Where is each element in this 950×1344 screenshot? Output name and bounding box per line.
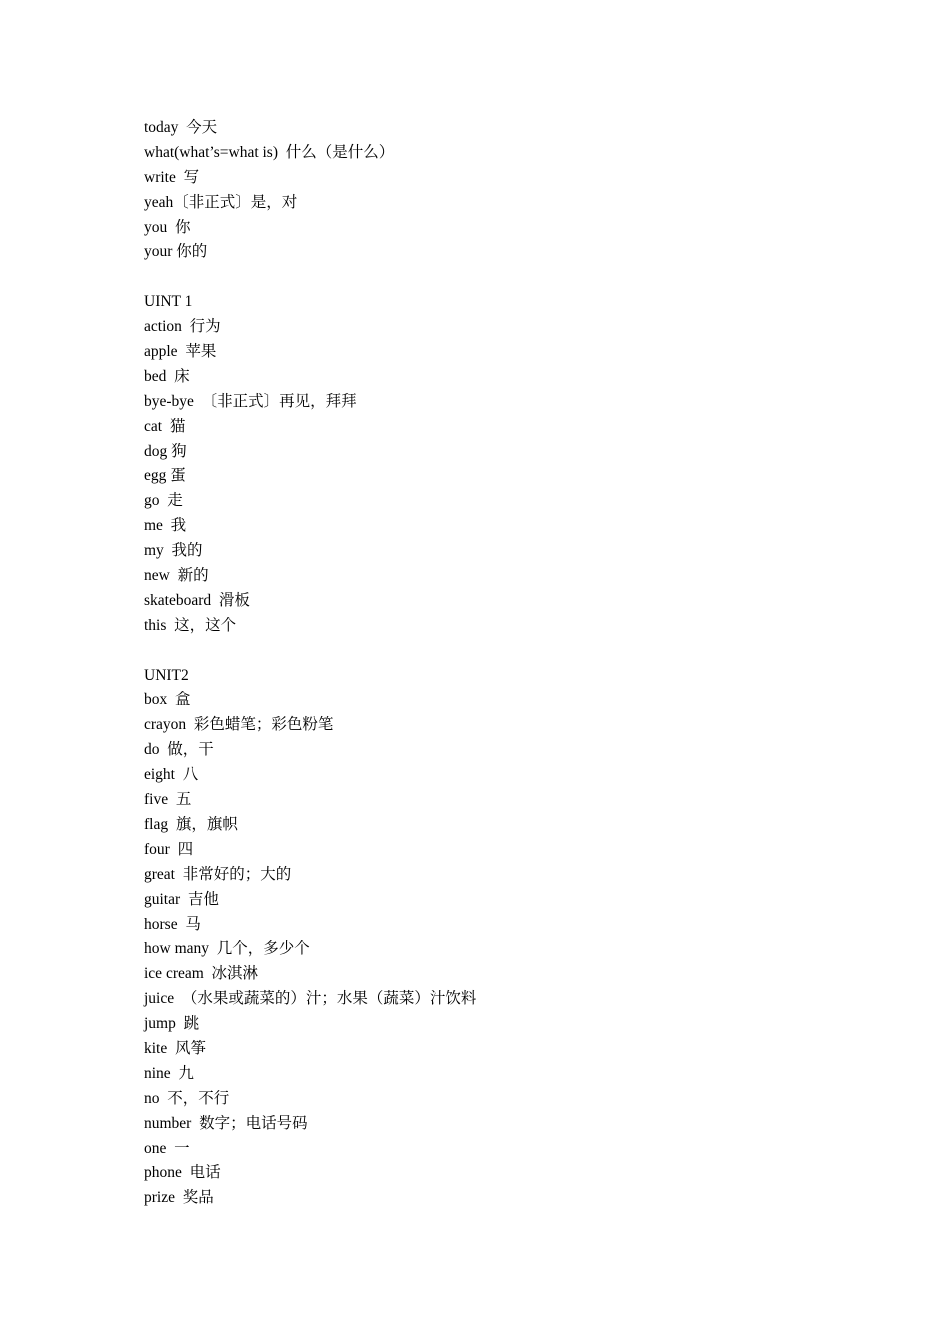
vocab-entry: eight 八 bbox=[144, 766, 199, 784]
vocab-entry: cat 猫 bbox=[144, 417, 186, 435]
vocab-entry: dog 狗 bbox=[144, 442, 187, 460]
vocab-entry: your 你的 bbox=[144, 243, 208, 261]
vocab-entry: no 不，不行 bbox=[144, 1089, 230, 1107]
unit1-heading: UINT 1 bbox=[144, 293, 193, 311]
vocab-entry: new 新的 bbox=[144, 567, 209, 585]
vocab-entry: crayon 彩色蜡笔；彩色粉笔 bbox=[144, 716, 334, 734]
vocab-entry: jump 跳 bbox=[144, 1015, 200, 1033]
vocab-entry: today 今天 bbox=[144, 119, 218, 136]
unit2-heading: UNIT2 bbox=[144, 666, 189, 684]
section-spacer bbox=[144, 265, 904, 290]
vocab-entry: go 走 bbox=[144, 492, 183, 510]
vocab-entry: four 四 bbox=[144, 840, 194, 858]
vocab-entry: my 我的 bbox=[144, 542, 203, 560]
unit1-section bbox=[144, 290, 904, 638]
vocab-entry: bed 床 bbox=[144, 367, 190, 385]
vocab-entry: flag 旗，旗帜 bbox=[144, 815, 238, 833]
vocab-entry: skateboard 滑板 bbox=[144, 591, 250, 609]
vocab-entry: prize 奖品 bbox=[144, 1189, 214, 1207]
vocab-entry: kite 风筝 bbox=[144, 1039, 206, 1057]
vocab-entry: guitar 吉他 bbox=[144, 890, 219, 908]
vocab-entry: number 数字；电话号码 bbox=[144, 1114, 308, 1132]
vocab-entry: nine 九 bbox=[144, 1064, 194, 1082]
unit2-section bbox=[144, 664, 904, 1212]
vocab-entry: phone 电话 bbox=[144, 1164, 221, 1182]
vocab-entry: great 非常好的；大的 bbox=[144, 865, 292, 883]
vocab-entry: what(what’s=what is) 什么（是什么） bbox=[144, 143, 395, 161]
vocab-entry: action 行为 bbox=[144, 318, 221, 336]
vocab-entry: how many 几个，多少个 bbox=[144, 940, 310, 958]
vocab-entry: me 我 bbox=[144, 517, 187, 535]
vocab-entry: apple 苹果 bbox=[144, 343, 217, 361]
vocab-entry: this 这，这个 bbox=[144, 616, 237, 634]
vocab-entry: bye-bye 〔非正式〕再见，拜拜 bbox=[144, 392, 357, 410]
vocab-entry: yeah〔非正式〕是，对 bbox=[144, 193, 298, 211]
vocab-entry: you 你 bbox=[144, 218, 191, 236]
vocab-entry: do 做，干 bbox=[144, 741, 214, 759]
vocab-entry: horse 马 bbox=[144, 915, 201, 933]
vocab-entry: five 五 bbox=[144, 791, 192, 809]
vocab-entry: write 写 bbox=[144, 168, 200, 186]
vocab-entry: ice cream 冰淇淋 bbox=[144, 965, 259, 983]
vocabulary-page bbox=[144, 116, 904, 1211]
vocab-entry: egg 蛋 bbox=[144, 467, 186, 485]
section-spacer bbox=[144, 639, 904, 664]
vocab-entry: one 一 bbox=[144, 1139, 190, 1157]
intro-word-list bbox=[144, 116, 904, 265]
vocab-entry: juice （水果或蔬菜的）汁；水果（蔬菜）汁饮料 bbox=[144, 990, 477, 1008]
vocab-entry: box 盒 bbox=[144, 691, 191, 709]
